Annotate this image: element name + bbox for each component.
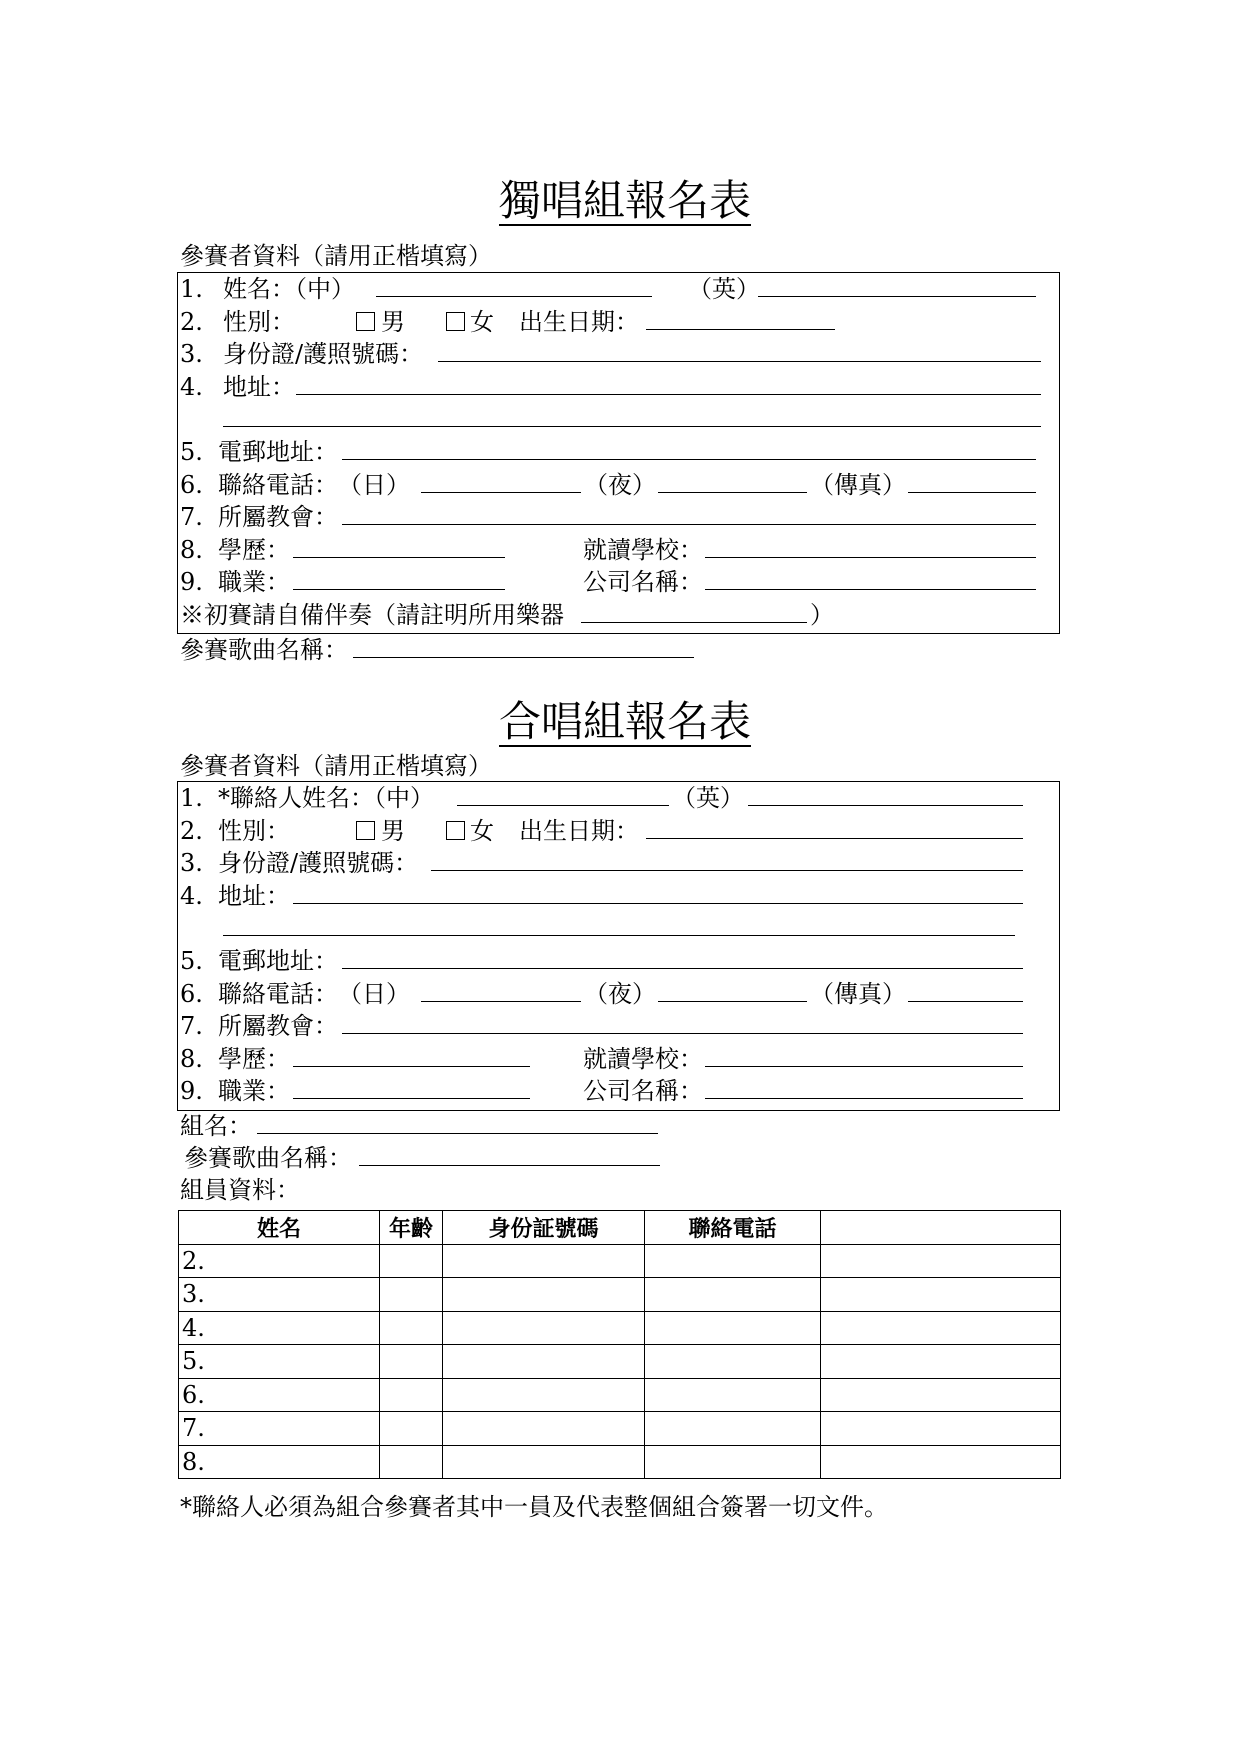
solo-row5-number: 5. xyxy=(180,438,203,466)
choir-row5-number: 5. xyxy=(180,947,203,975)
member-extra-cell[interactable] xyxy=(821,1378,1061,1412)
member-name-cell[interactable]: 4. xyxy=(179,1311,380,1345)
solo-instrument-field[interactable] xyxy=(581,599,807,623)
solo-info-box xyxy=(177,272,1060,634)
solo-address-field[interactable] xyxy=(296,371,1041,395)
choir-row7-number: 7. xyxy=(180,1012,203,1041)
choir-row1-number: 1. xyxy=(180,784,203,812)
choir-phone-night-field[interactable] xyxy=(658,978,807,1002)
choir-row-occupation xyxy=(178,1075,1059,1108)
solo-song-field[interactable] xyxy=(353,634,694,658)
member-age-cell[interactable] xyxy=(380,1244,443,1278)
member-phone-cell[interactable] xyxy=(645,1345,821,1379)
solo-male-label: 男 xyxy=(381,307,405,336)
solo-row-education xyxy=(178,534,1059,567)
choir-id-label: 身份證/護照號碼： xyxy=(218,849,419,878)
member-age-cell[interactable] xyxy=(380,1345,443,1379)
choir-education-field[interactable] xyxy=(293,1043,530,1067)
member-phone-cell[interactable] xyxy=(645,1412,821,1446)
member-extra-cell[interactable] xyxy=(821,1345,1061,1379)
solo-education-field[interactable] xyxy=(293,534,505,558)
choir-female-checkbox[interactable] xyxy=(446,821,465,840)
solo-row2-number: 2. xyxy=(180,307,203,336)
solo-row8-number: 8. xyxy=(180,535,203,564)
member-extra-cell[interactable] xyxy=(821,1311,1061,1345)
table-row xyxy=(179,1378,1061,1412)
choir-contact-name-zh-field[interactable] xyxy=(457,782,669,806)
table-row xyxy=(179,1311,1061,1345)
choir-fax-field[interactable] xyxy=(908,978,1023,1002)
solo-school-field[interactable] xyxy=(705,534,1036,558)
solo-dob-field[interactable] xyxy=(646,306,835,330)
member-name-cell[interactable]: 5. xyxy=(179,1345,380,1379)
solo-name-en-label: （英） xyxy=(688,275,760,303)
choir-dob-label: 出生日期： xyxy=(519,816,639,845)
choir-female-label: 女 xyxy=(470,816,494,845)
member-age-cell[interactable] xyxy=(380,1412,443,1446)
solo-company-field[interactable] xyxy=(705,566,1036,590)
choir-occupation-label: 職業： xyxy=(218,1077,290,1106)
member-name-cell[interactable]: 7. xyxy=(179,1412,380,1446)
table-row xyxy=(179,1345,1061,1379)
choir-row-church xyxy=(178,1010,1059,1043)
solo-row-id xyxy=(178,338,1059,371)
header-name: 姓名 xyxy=(179,1211,380,1245)
solo-row7-number: 7. xyxy=(180,503,203,532)
choir-group-name-field[interactable] xyxy=(257,1110,658,1134)
member-name-cell[interactable]: 2. xyxy=(179,1244,380,1278)
choir-phone-day-field[interactable] xyxy=(421,978,581,1002)
choir-row-address-2 xyxy=(178,912,1059,945)
footnote: *聯絡人必須為組合參賽者其中一員及代表整個組合簽署一切文件。 xyxy=(180,1493,888,1521)
solo-phone-day-label: （日） xyxy=(338,470,410,499)
solo-row6-number: 6. xyxy=(180,470,203,499)
table-row xyxy=(179,1278,1061,1312)
members-table xyxy=(178,1210,1061,1479)
solo-address-field-line2[interactable] xyxy=(223,403,1041,427)
solo-row-occupation xyxy=(178,566,1059,599)
solo-song-label: 參賽歌曲名稱： xyxy=(180,636,348,664)
choir-row-email xyxy=(178,945,1059,978)
solo-email-field[interactable] xyxy=(342,436,1036,460)
solo-email-label: 電郵地址： xyxy=(218,438,338,466)
choir-song-field[interactable] xyxy=(359,1142,660,1166)
solo-fax-field[interactable] xyxy=(908,469,1036,493)
solo-row-church xyxy=(178,501,1059,534)
solo-row9-number: 9. xyxy=(180,568,203,597)
choir-address-field-line2[interactable] xyxy=(223,912,1015,936)
solo-row-address xyxy=(178,371,1059,404)
member-phone-cell[interactable] xyxy=(645,1244,821,1278)
solo-occupation-field[interactable] xyxy=(293,566,505,590)
header-blank xyxy=(821,1211,1061,1245)
choir-church-field[interactable] xyxy=(342,1010,1023,1034)
choir-dob-field[interactable] xyxy=(646,815,1023,839)
solo-church-field[interactable] xyxy=(342,501,1036,525)
choir-male-label: 男 xyxy=(381,816,405,845)
table-row xyxy=(179,1244,1061,1278)
choir-members-label: 組員資料： xyxy=(180,1176,300,1204)
choir-education-label: 學歷： xyxy=(218,1044,290,1073)
member-extra-cell[interactable] xyxy=(821,1445,1061,1479)
choir-contact-name-en-field[interactable] xyxy=(748,782,1023,806)
solo-address-label: 地址： xyxy=(223,372,295,401)
member-phone-cell[interactable] xyxy=(645,1378,821,1412)
header-age: 年齡 xyxy=(380,1211,443,1245)
solo-phone-night-field[interactable] xyxy=(658,469,807,493)
solo-education-label: 學歷： xyxy=(218,535,290,564)
choir-row4-number: 4. xyxy=(180,881,203,910)
solo-fax-label: （傳真） xyxy=(810,470,906,499)
solo-school-label: 就讀學校： xyxy=(583,535,703,564)
solo-accompaniment-note-close: ） xyxy=(810,601,834,629)
member-phone-cell[interactable] xyxy=(645,1311,821,1345)
solo-phone-night-label: （夜） xyxy=(584,470,656,499)
solo-company-label: 公司名稱： xyxy=(583,568,703,597)
member-extra-cell[interactable] xyxy=(821,1278,1061,1312)
solo-id-field[interactable] xyxy=(438,338,1041,362)
header-phone: 聯絡電話 xyxy=(645,1211,821,1245)
choir-row-id xyxy=(178,847,1059,880)
member-age-cell[interactable] xyxy=(380,1278,443,1312)
member-age-cell[interactable] xyxy=(380,1378,443,1412)
member-id-cell[interactable] xyxy=(443,1244,645,1278)
member-name-cell[interactable]: 3. xyxy=(179,1278,380,1312)
choir-phone-label: 聯絡電話： xyxy=(218,979,338,1008)
solo-row4-number: 4. xyxy=(180,372,203,401)
choir-row9-number: 9. xyxy=(180,1077,203,1106)
choir-company-field[interactable] xyxy=(705,1075,1023,1099)
solo-accompaniment-note: ※初賽請自備伴奏（請註明所用樂器 xyxy=(180,601,564,629)
choir-group-name-label: 組名： xyxy=(180,1112,252,1140)
choir-church-label: 所屬教會： xyxy=(218,1012,338,1041)
solo-form-title-text: 獨唱組報名表 xyxy=(498,176,751,225)
solo-female-checkbox[interactable] xyxy=(446,312,465,331)
member-age-cell[interactable] xyxy=(380,1445,443,1479)
choir-form-title xyxy=(8,699,1241,747)
choir-school-label: 就讀學校： xyxy=(583,1044,703,1073)
choir-row-phone xyxy=(178,978,1059,1011)
table-row xyxy=(179,1445,1061,1479)
choir-row-education xyxy=(178,1043,1059,1076)
solo-row-name xyxy=(178,273,1059,306)
choir-row-contact-name xyxy=(178,782,1059,815)
choir-school-field[interactable] xyxy=(705,1043,1023,1067)
choir-male-checkbox[interactable] xyxy=(356,821,375,840)
solo-male-checkbox[interactable] xyxy=(356,312,375,331)
solo-name-en-field[interactable] xyxy=(758,273,1036,297)
member-extra-cell[interactable] xyxy=(821,1244,1061,1278)
choir-row-gender xyxy=(178,815,1059,848)
choir-gender-label: 性別： xyxy=(218,816,290,845)
member-id-cell[interactable] xyxy=(443,1378,645,1412)
table-row xyxy=(179,1412,1061,1446)
choir-contact-name-en-label: （英） xyxy=(672,784,744,812)
member-age-cell[interactable] xyxy=(380,1311,443,1345)
choir-phone-day-label: （日） xyxy=(338,979,410,1008)
choir-id-field[interactable] xyxy=(431,847,1023,871)
solo-row3-number: 3. xyxy=(180,340,203,369)
choir-form-title-text: 合唱組報名表 xyxy=(498,697,751,746)
solo-row1-number: 1. xyxy=(180,275,203,303)
member-id-cell[interactable] xyxy=(443,1445,645,1479)
member-id-cell[interactable] xyxy=(443,1412,645,1446)
choir-row6-number: 6. xyxy=(180,979,203,1008)
solo-church-label: 所屬教會： xyxy=(218,503,338,532)
solo-row-accompaniment xyxy=(178,599,1059,632)
member-phone-cell[interactable] xyxy=(645,1278,821,1312)
choir-info-box xyxy=(177,781,1060,1111)
solo-female-label: 女 xyxy=(470,307,494,336)
solo-row-gender xyxy=(178,306,1059,339)
choir-contact-name-zh-label: *聯絡人姓名：（中） xyxy=(218,784,434,812)
choir-phone-night-label: （夜） xyxy=(584,979,656,1008)
solo-phone-label: 聯絡電話： xyxy=(218,470,338,499)
solo-gender-label: 性別： xyxy=(223,307,295,336)
member-extra-cell[interactable] xyxy=(821,1412,1061,1446)
members-table-header xyxy=(179,1211,1061,1245)
choir-fax-label: （傳真） xyxy=(810,979,906,1008)
choir-row-address xyxy=(178,880,1059,913)
solo-id-label: 身份證/護照號碼： xyxy=(223,340,424,369)
choir-email-label: 電郵地址： xyxy=(218,947,338,975)
solo-name-zh-label: 姓名：（中） xyxy=(223,275,355,303)
solo-form-title xyxy=(8,178,1241,226)
member-phone-cell[interactable] xyxy=(645,1445,821,1479)
choir-address-label: 地址： xyxy=(218,881,290,910)
header-id-number: 身份証號碼 xyxy=(443,1211,645,1245)
choir-row8-number: 8. xyxy=(180,1044,203,1073)
member-name-cell[interactable]: 6. xyxy=(179,1378,380,1412)
solo-row-address-2 xyxy=(178,403,1059,436)
choir-email-field[interactable] xyxy=(342,945,1023,969)
choir-song-label: 參賽歌曲名稱： xyxy=(184,1144,352,1172)
solo-phone-day-field[interactable] xyxy=(421,469,581,493)
solo-occupation-label: 職業： xyxy=(218,568,290,597)
choir-occupation-field[interactable] xyxy=(293,1075,530,1099)
solo-row-phone xyxy=(178,469,1059,502)
member-id-cell[interactable] xyxy=(443,1278,645,1312)
solo-subtitle: 參賽者資料（請用正楷填寫） xyxy=(180,242,492,270)
member-id-cell[interactable] xyxy=(443,1311,645,1345)
choir-row2-number: 2. xyxy=(180,816,203,845)
choir-subtitle: 參賽者資料（請用正楷填寫） xyxy=(180,752,492,780)
choir-row3-number: 3. xyxy=(180,849,203,878)
choir-address-field[interactable] xyxy=(293,880,1023,904)
member-id-cell[interactable] xyxy=(443,1345,645,1379)
choir-company-label: 公司名稱： xyxy=(583,1077,703,1106)
solo-dob-label: 出生日期： xyxy=(519,307,639,336)
solo-name-zh-field[interactable] xyxy=(376,273,652,297)
solo-row-email xyxy=(178,436,1059,469)
member-name-cell[interactable]: 8. xyxy=(179,1445,380,1479)
